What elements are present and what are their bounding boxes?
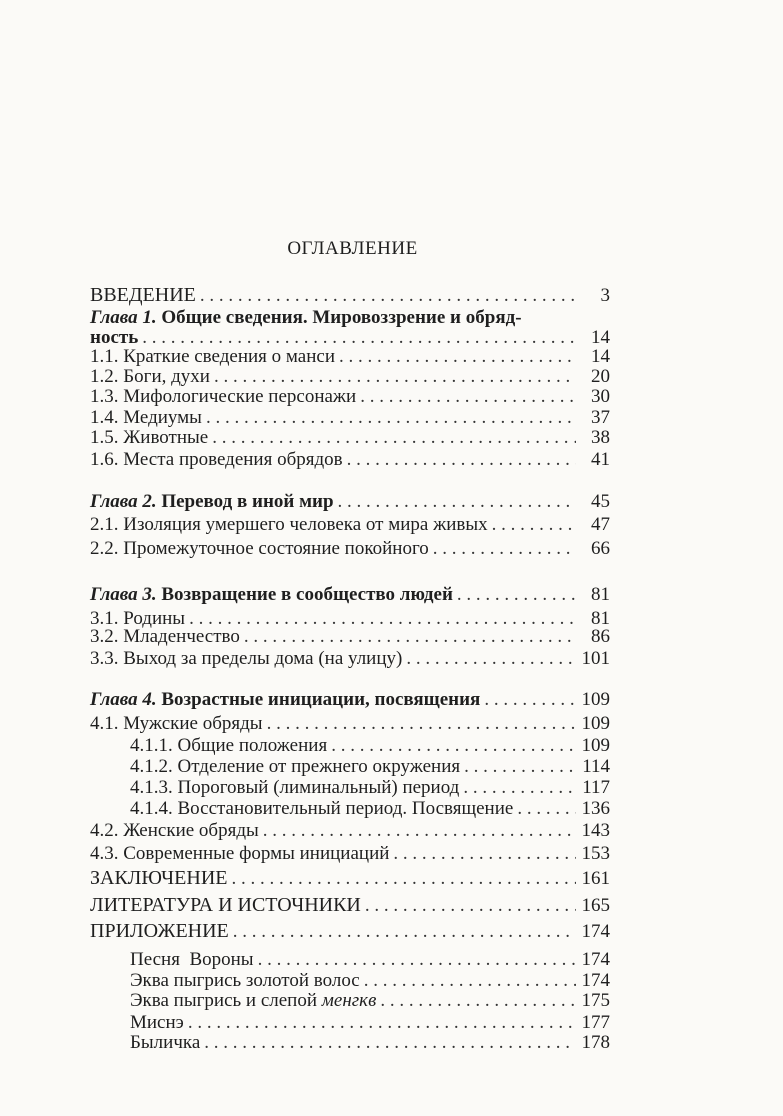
entry-label: 3.1. Родины [90,608,186,629]
dot-leader [267,713,576,735]
dot-leader [188,1012,576,1034]
page-number: 14 [591,346,610,367]
chapter-prefix: Глава 4. [90,689,157,710]
toc-entry-intro[interactable] [90,284,610,306]
toc-entry[interactable] [90,427,610,449]
dot-leader [347,449,576,471]
toc-entry[interactable] [130,970,610,992]
dot-leader [331,735,576,757]
page-number: 177 [581,1012,610,1033]
toc-entry[interactable] [90,626,610,648]
entry-label: 1.4. Медиумы [90,407,202,428]
entry-label: ЛИТЕРАТУРА И ИСТОЧНИКИ [90,894,361,916]
entry-label: 1.3. Мифологические персонажи [90,386,357,407]
toc-entry[interactable] [90,820,610,842]
entry-label: 4.1.3. Пороговый (лиминальный) период [130,777,460,798]
entry-label: 1.5. Животные [90,427,209,448]
chapter-title: Перевод в иной мир [161,491,334,512]
page-number: 14 [591,327,610,348]
toc-entry[interactable] [130,777,610,799]
dot-leader [244,626,576,648]
entry-label: 1.2. Боги, духи [90,366,210,387]
entry-label: ПРИЛОЖЕНИЕ [90,920,229,942]
dot-leader [360,386,576,408]
dot-leader [433,538,576,560]
toc-entry[interactable] [90,449,610,471]
page-number: 81 [591,608,610,629]
dot-leader [204,1032,576,1054]
toc-entry-literature[interactable] [90,894,610,916]
toc-entry[interactable] [130,1032,610,1054]
page-number: 109 [581,713,610,734]
page-number: 174 [581,921,610,942]
page-number: 41 [591,449,610,470]
dot-leader [258,949,576,971]
entry-label: 1.1. Краткие сведения о манси [90,346,335,367]
page-number: 66 [591,538,610,559]
entry-label: 2.2. Промежуточное состояние покойного [90,538,429,559]
dot-leader [380,990,576,1012]
dot-leader [200,285,576,307]
dot-leader [206,407,576,429]
entry-label: Песня Вороны [130,949,254,970]
toc-entry[interactable] [130,798,610,820]
toc-entry[interactable] [90,514,610,536]
toc-entry[interactable] [90,386,610,408]
dot-leader [338,491,576,513]
dot-leader [231,868,576,890]
toc-chapter-1-line1[interactable] [90,307,610,329]
page-number: 143 [581,820,610,841]
toc-entry[interactable] [130,949,610,971]
entry-label: ВВЕДЕНИЕ [90,284,196,306]
dot-leader [364,970,576,992]
page-number: 20 [591,366,610,387]
page-number: 161 [581,868,610,889]
page-number: 109 [581,689,610,710]
toc-entry-conclusion[interactable] [90,867,610,889]
page-number: 37 [591,407,610,428]
dot-leader [263,820,576,842]
toc-entry[interactable] [130,756,610,778]
page-number: 47 [591,514,610,535]
page-number: 175 [581,990,610,1011]
page-number: 45 [591,491,610,512]
chapter-title: Общие сведения. Мировоззрение и обряд- [161,307,522,328]
toc-entry[interactable] [90,713,610,735]
chapter-title-cont: ность [90,327,139,348]
toc-chapter-2[interactable] [90,491,610,513]
toc-entry[interactable] [90,843,610,865]
dot-leader [457,584,576,606]
dot-leader [393,843,576,865]
toc-entry[interactable] [90,346,610,368]
entry-label: ЗАКЛЮЧЕНИЕ [90,867,228,889]
page-number: 3 [600,285,610,306]
entry-label-italic: менгкв [321,990,377,1011]
toc-entry-appendix[interactable] [90,920,610,942]
dot-leader [484,689,576,711]
dot-leader [233,921,576,943]
chapter-title: Возвращение в сообщество людей [161,584,453,605]
entry-label: 4.2. Женские обряды [90,820,259,841]
entry-label: 3.3. Выход за пределы дома (на улицу) [90,648,403,669]
dot-leader [517,798,576,820]
toc-entry[interactable] [90,407,610,429]
toc-chapter-4[interactable] [90,689,610,711]
dot-leader [339,346,576,368]
page-number: 86 [591,626,610,647]
dot-leader [365,895,576,917]
entry-label: 4.1. Мужские обряды [90,713,263,734]
dot-leader [463,777,576,799]
dot-leader [464,756,576,778]
toc-entry[interactable] [90,648,610,670]
entry-label: Быличка [130,1032,201,1053]
page-number: 114 [582,756,610,777]
chapter-prefix: Глава 3. [90,584,157,605]
page-number: 117 [582,777,610,798]
dot-leader [492,514,576,536]
entry-label: 4.1.4. Восстановительный период. Посвящение [130,798,514,819]
toc-entry[interactable] [130,735,610,757]
entry-label: 1.6. Места проведения обрядов [90,449,343,470]
entry-label: 4.3. Современные формы инициаций [90,843,390,864]
page-number: 101 [581,648,610,669]
page-number: 38 [591,427,610,448]
page-number: 81 [591,584,610,605]
toc-chapter-3[interactable] [90,584,610,606]
entry-label: Эква пыгрись золотой волос [130,970,360,991]
entry-label: 4.1.1. Общие положения [130,735,328,756]
entry-label: Миснэ [130,1012,184,1033]
toc-entry[interactable] [90,538,610,560]
chapter-title: Возрастные инициации, посвящения [161,689,481,710]
dot-leader [212,427,576,449]
toc-entry[interactable] [130,990,610,1012]
page-number: 136 [581,798,610,819]
chapter-prefix: Глава 2. [90,491,157,512]
page-number: 30 [591,386,610,407]
page-number: 174 [581,949,610,970]
page-number: 174 [581,970,610,991]
dot-leader [406,648,576,670]
dot-leader [214,366,576,388]
toc-entry[interactable] [130,1012,610,1034]
entry-label: Эква пыгрись и слепой [130,990,318,1011]
toc-entry[interactable] [90,366,610,388]
entry-label: 4.1.2. Отделение от прежнего окружения [130,756,461,777]
entry-label: 2.1. Изоляция умершего человека от мира живых [90,514,488,535]
page-number: 109 [581,735,610,756]
page-number: 165 [581,895,610,916]
chapter-prefix: Глава 1. [90,307,157,328]
page-number: 153 [581,843,610,864]
page-title: ОГЛАВЛЕНИЕ [287,238,418,259]
entry-label: 3.2. Младенчество [90,626,240,647]
page-number: 178 [581,1032,610,1053]
